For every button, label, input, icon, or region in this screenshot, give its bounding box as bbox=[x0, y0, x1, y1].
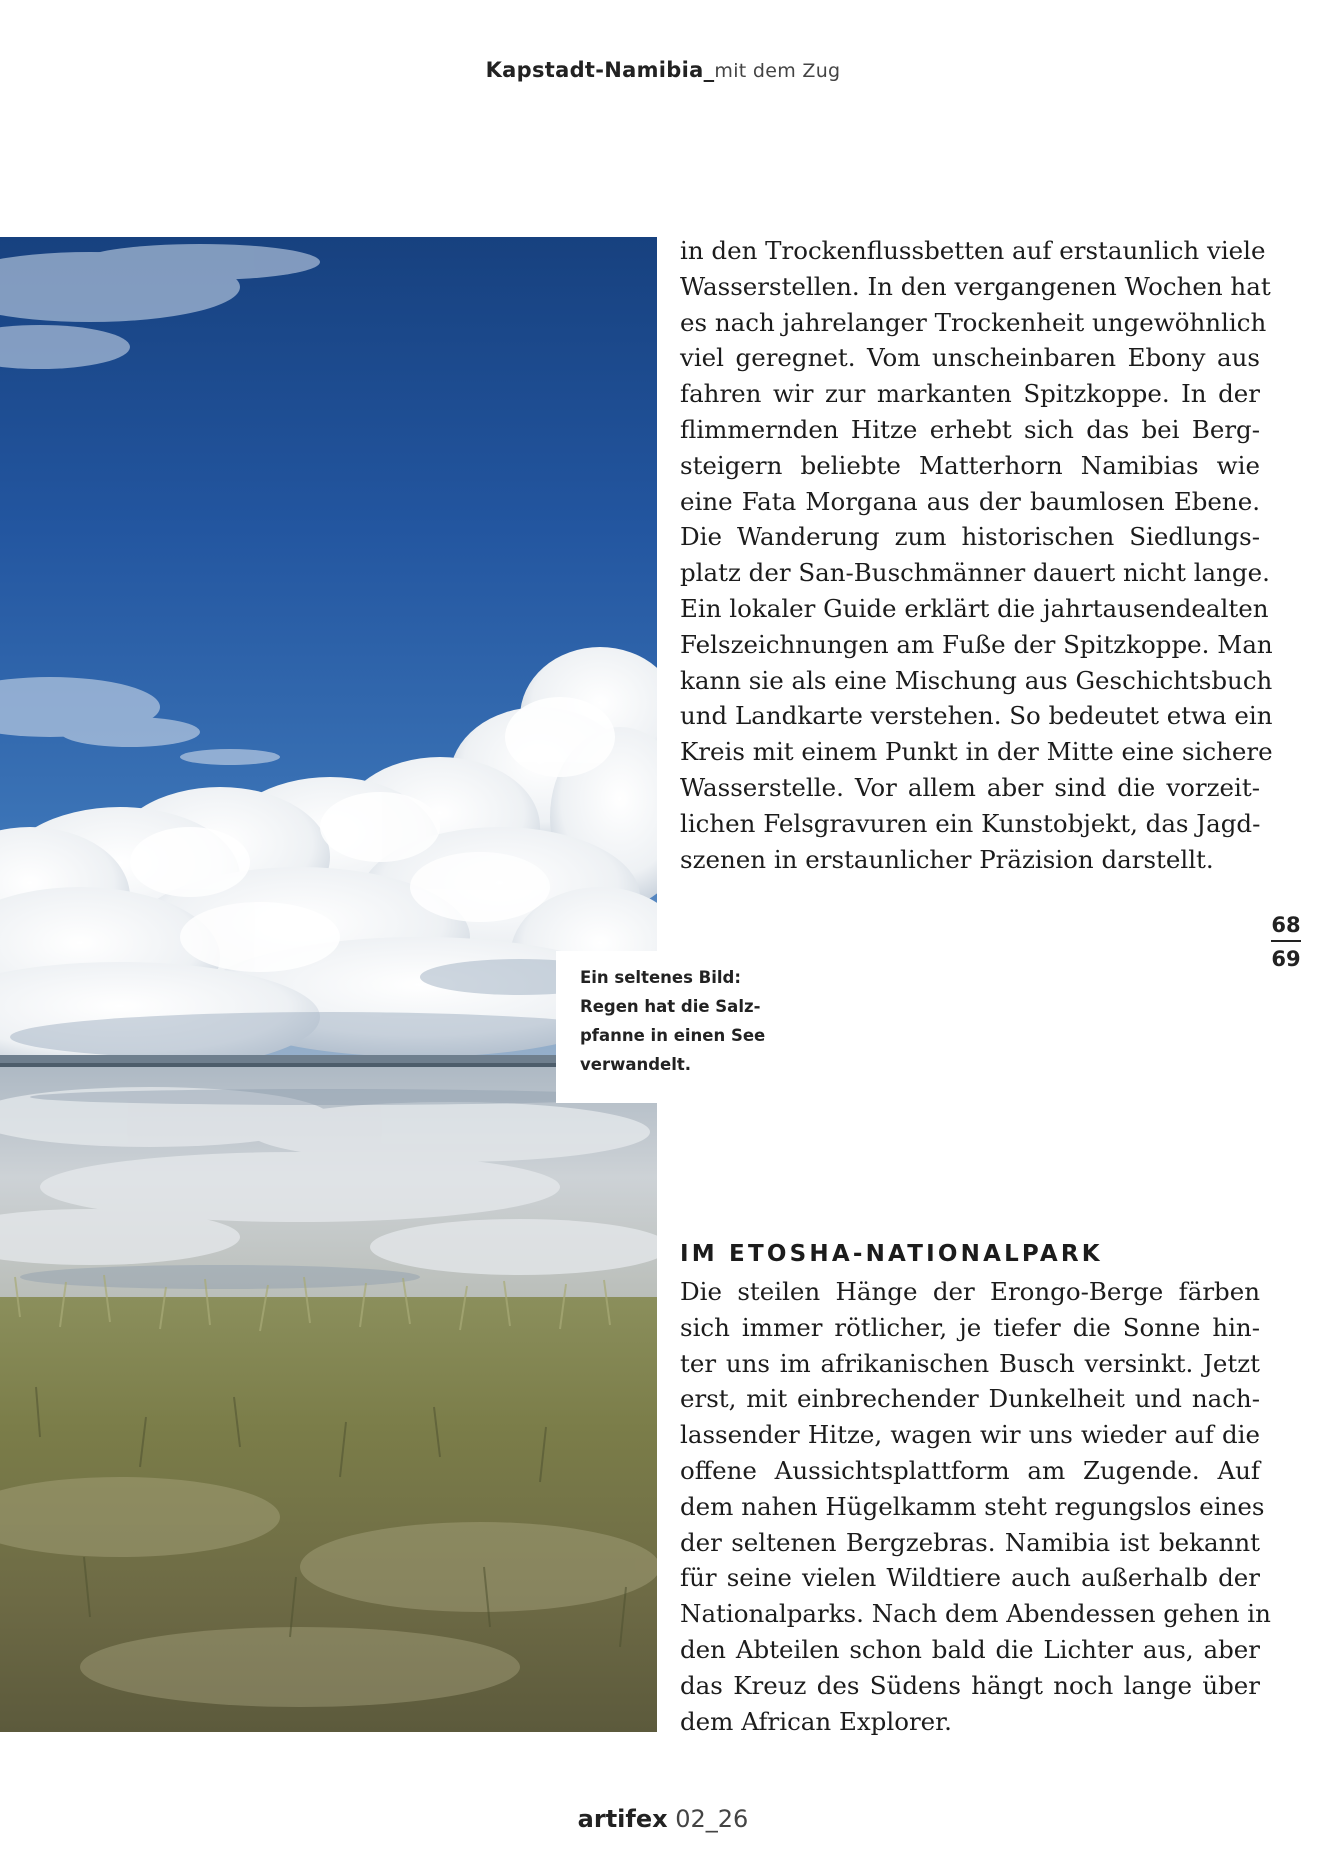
text-line: Nationalparks. Nach dem Abendessen gehen in bbox=[680, 1599, 1271, 1629]
running-head-title: Kapstadt-Namibia_ bbox=[485, 58, 715, 82]
page-number-left: 68 bbox=[1271, 913, 1301, 937]
text-line: platz der San-Buschmänner dauert nicht lange. bbox=[680, 558, 1270, 588]
section-body-text bbox=[680, 1274, 1271, 1739]
page-number-divider bbox=[1271, 940, 1301, 942]
text-line: dem African Explorer. bbox=[680, 1706, 952, 1736]
caption-line: Ein seltenes Bild: bbox=[580, 968, 741, 987]
text-line: der seltenen Bergzebras. Namibia ist bekannt bbox=[680, 1527, 1260, 1557]
text-line: Wasserstelle. Vor allem aber sind die vorzeit- bbox=[680, 772, 1260, 802]
running-head-subtitle: mit dem Zug bbox=[714, 60, 841, 82]
text-line: es nach jahrelanger Trockenheit ungewöhnlich bbox=[680, 307, 1267, 337]
text-line: Die steilen Hänge der Erongo-Berge färben bbox=[680, 1277, 1260, 1306]
text-line: in den Trockenflussbetten auf erstaunlich viele bbox=[680, 236, 1266, 265]
text-line: eine Fata Morgana aus der baumlosen Ebene. bbox=[680, 486, 1260, 516]
photo-caption bbox=[556, 951, 766, 1103]
text-line: Kreis mit einem Punkt in der Mitte eine sichere bbox=[680, 737, 1273, 767]
text-line: Wasserstellen. In den vergangenen Wochen hat bbox=[680, 271, 1271, 301]
caption-line: verwandelt. bbox=[580, 1055, 692, 1074]
text-line: Felszeichnungen am Fuße der Spitzkoppe. Man bbox=[680, 629, 1273, 659]
text-line: dem nahen Hügelkamm steht regungslos eines bbox=[680, 1491, 1265, 1521]
text-line: für seine vielen Wildtiere auch außerhalb der bbox=[680, 1563, 1260, 1593]
text-line: kann sie als eine Mischung aus Geschichtsbuch bbox=[680, 665, 1273, 695]
text-line: offene Aussichtsplattform am Zugende. Auf bbox=[680, 1455, 1260, 1485]
text-line: lichen Felsgravuren ein Kunstobjekt, das Jagd- bbox=[680, 808, 1261, 838]
text-line: lassender Hitze, wagen wir uns wieder auf die bbox=[680, 1420, 1260, 1450]
body-text-column bbox=[680, 233, 1273, 877]
text-line: und Landkarte verstehen. So bedeutet etwa ein bbox=[680, 701, 1273, 731]
text-line: steigern beliebte Matterhorn Namibias wie bbox=[680, 450, 1260, 480]
caption-line: pfanne in einen See bbox=[580, 1026, 766, 1045]
text-line: erst, mit einbrechender Dunkelheit und nach- bbox=[680, 1384, 1260, 1414]
page-numbers bbox=[1266, 912, 1306, 972]
text-line: szenen in erstaunlicher Präzision darstellt. bbox=[680, 844, 1214, 874]
text-line: fahren wir zur markanten Spitzkoppe. In der bbox=[680, 379, 1260, 409]
text-line: Ein lokaler Guide erklärt die jahrtausendealten bbox=[680, 593, 1269, 623]
magazine-name: artifex bbox=[577, 1805, 668, 1833]
text-line: sich immer rötlicher, je tiefer die Sonne hin- bbox=[680, 1312, 1260, 1342]
text-line: viel geregnet. Vom unscheinbaren Ebony aus bbox=[680, 343, 1260, 373]
text-line: den Abteilen schon bald die Lichter aus, aber bbox=[680, 1634, 1260, 1664]
running-head bbox=[0, 58, 1326, 82]
text-line: ter uns im afrikanischen Busch versinkt. Jetzt bbox=[680, 1348, 1260, 1378]
text-line: flimmernden Hitze erhebt sich das bei Berg- bbox=[680, 414, 1260, 444]
page-number-right: 69 bbox=[1271, 947, 1301, 971]
caption-line: Regen hat die Salz- bbox=[580, 997, 761, 1016]
text-line: Die Wanderung zum historischen Siedlungs- bbox=[680, 522, 1260, 552]
text-line: das Kreuz des Südens hängt noch lange über bbox=[680, 1670, 1260, 1700]
page-footer bbox=[0, 1805, 1326, 1833]
section-heading: IM ETOSHA-NATIONALPARK bbox=[680, 1241, 1103, 1267]
issue-number: 02_26 bbox=[667, 1805, 749, 1833]
